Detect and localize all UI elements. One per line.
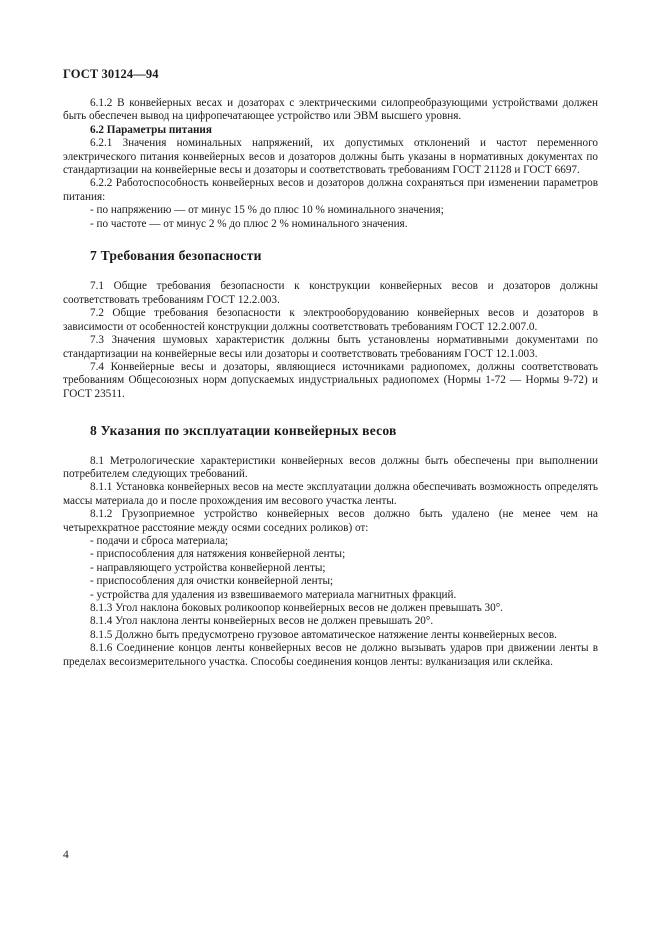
paragraph-8-1-2: 8.1.2 Грузоприемное устройство конвейерных весов должно быть удалено (не менее чем на четырехкратное расстояние между осями соседних роликов) от:: [63, 508, 598, 534]
section-title-8: 8 Указания по эксплуатации конвейерных весов: [90, 423, 397, 439]
paragraph-7-4: 7.4 Конвейерные весы и дозаторы, являющиеся источниками радиопомех, должны соответствовать требованиям Общесоюзных норм допускаемых индустриальных радиопомех (Нормы 1-72 — Нормы 9-72) и ГОСТ 23511.: [63, 360, 598, 400]
document-code-header: ГОСТ 30124—94: [63, 67, 159, 81]
paragraph-7-1: 7.1 Общие требования безопасности к конструкции конвейерных весов и дозаторов должны соответствовать требованиям ГОСТ 12.2.003.: [63, 280, 598, 306]
paragraph-8-1-5: 8.1.5 Должно быть предусмотрено грузовое автоматическое натяжение ленты конвейерных весов.: [90, 628, 557, 641]
list-item: - направляющего устройства конвейерной ленты;: [90, 561, 326, 574]
paragraph-8-1: 8.1 Метрологические характеристики конвейерных весов должны быть обеспечены при выполнении потребителем следующих требований.: [63, 454, 598, 480]
paragraph-6-1-2: 6.1.2 В конвейерных весах и дозаторах с электрическими силопреобразующими устройствами должен быть обеспечен вывод на цифропечатающее устройство или ЭВМ высшего уровня.: [63, 97, 598, 123]
paragraph-7-2: 7.2 Общие требования безопасности к электрооборудованию конвейерных весов и дозаторов в зависимости от особенностей конструкции должны соответствовать требованиям ГОСТ 12.2.007.0.: [63, 307, 598, 333]
section-title-7: 7 Требования безопасности: [90, 248, 262, 264]
paragraph-8-1-6: 8.1.6 Соединение концов ленты конвейерных весов не должно вызывать ударов при движении ленты в пределах весоизмерительного участка. Способы соединения концов ленты: вулканизация или склейка.: [63, 642, 598, 668]
document-body: [63, 97, 598, 669]
list-item-voltage: - по напряжению — от минус 15 % до плюс 10 % номинального значения;: [90, 204, 444, 217]
paragraph-8-1-3: 8.1.3 Угол наклона боковых роликоопор конвейерных весов не должен превышать 30°.: [90, 602, 503, 614]
paragraph-6-2-1: 6.2.1 Значения номинальных напряжений, их допустимых отклонений и частот переменного электрического питания конвейерных весов и дозаторов должны быть указаны в нормативных документах по стандартизации на конвейерные весы и дозаторы и соответствовать требованиям ГОСТ 21128 и ГОСТ 6697.: [63, 137, 598, 177]
subsection-title-6-2: 6.2 Параметры питания: [90, 123, 212, 136]
list-item: - приспособления для очистки конвейерной ленты;: [90, 575, 334, 588]
list-item-frequency: - по частоте — от минус 2 % до плюс 2 % номинального значения.: [90, 217, 408, 230]
paragraph-7-3: 7.3 Значения шумовых характеристик должны быть установлены нормативными документами по стандартизации на конвейерные весы или дозаторы и соответствовать требованиям ГОСТ 12.1.003.: [63, 334, 598, 360]
list-item: - подачи и сброса материала;: [90, 534, 229, 547]
paragraph-6-2-2: 6.2.2 Работоспособность конвейерных весов и дозаторов должна сохраняться при изменении параметров питания:: [63, 177, 598, 203]
paragraph-8-1-1: 8.1.1 Установка конвейерных весов на месте эксплуатации должна обеспечивать возможность определять массы материала до и после прохождения им весового участка ленты.: [63, 481, 598, 507]
page-number: 4: [63, 849, 69, 861]
paragraph-8-1-4: 8.1.4 Угол наклона ленты конвейерных весов не должен превышать 20°.: [90, 615, 434, 628]
list-item: - устройства для удаления из взвешиваемого материала магнитных фракций.: [90, 588, 457, 601]
list-item: - приспособления для натяжения конвейерной ленты;: [90, 548, 346, 561]
